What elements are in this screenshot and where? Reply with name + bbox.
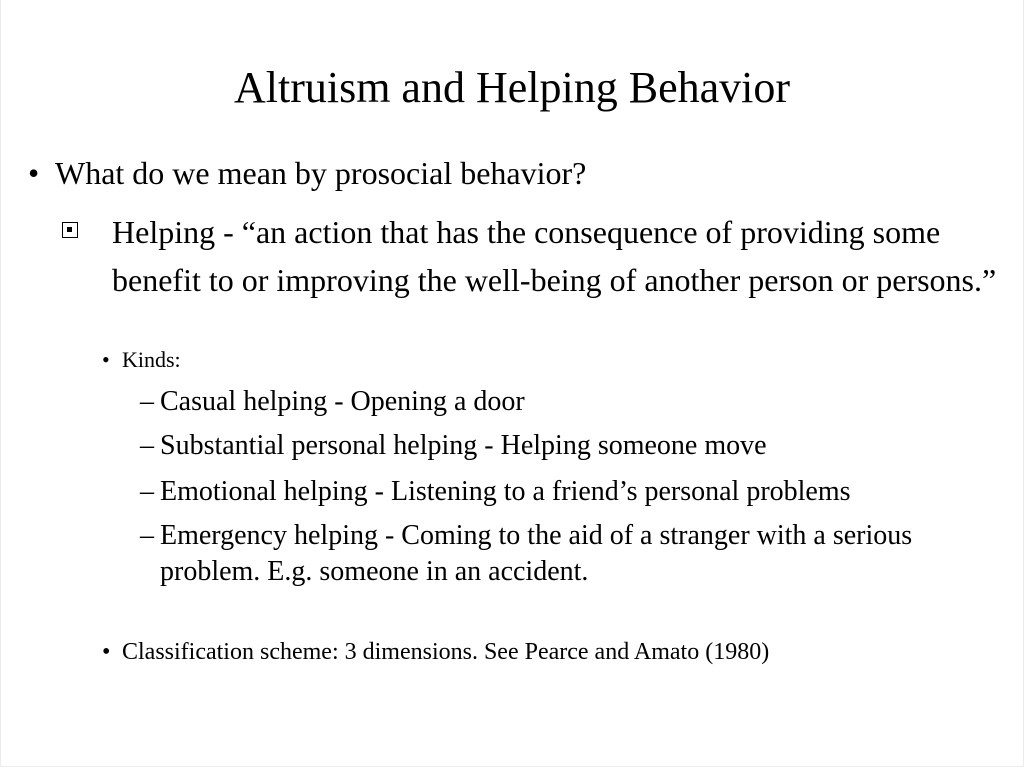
- bullet-marker: •: [102, 347, 110, 372]
- classification-text: Classification scheme: 3 dimensions. See Pearce and Amato (1980): [122, 639, 770, 665]
- main-bullet-text: What do we mean by prosocial behavior?: [55, 155, 587, 191]
- kind-item-text: Substantial personal helping - Helping someone move: [160, 430, 767, 461]
- kinds-label: Kinds:: [122, 347, 181, 372]
- dash-marker: –: [140, 386, 154, 417]
- kind-item-text: Casual helping - Opening a door: [160, 386, 525, 417]
- kind-item-text: Emotional helping - Listening to a friend’s personal problems: [160, 476, 851, 507]
- bullet-marker: •: [28, 155, 40, 191]
- dash-marker: –: [140, 430, 154, 461]
- kind-item-text: Emergency helping - Coming to the aid of a stranger with a serious problem. E.g. someone in an accident.: [160, 520, 913, 587]
- helping-definition-text: Helping - “an action that has the consequence of providing some benefit to or improving the well-being of another person or persons.”: [112, 214, 997, 298]
- slide-title: Altruism and Helping Behavior: [233, 63, 790, 112]
- dash-marker: –: [140, 476, 154, 507]
- square-bullet-icon: [62, 222, 78, 238]
- dash-marker: –: [140, 520, 154, 551]
- bullet-marker: •: [102, 639, 111, 665]
